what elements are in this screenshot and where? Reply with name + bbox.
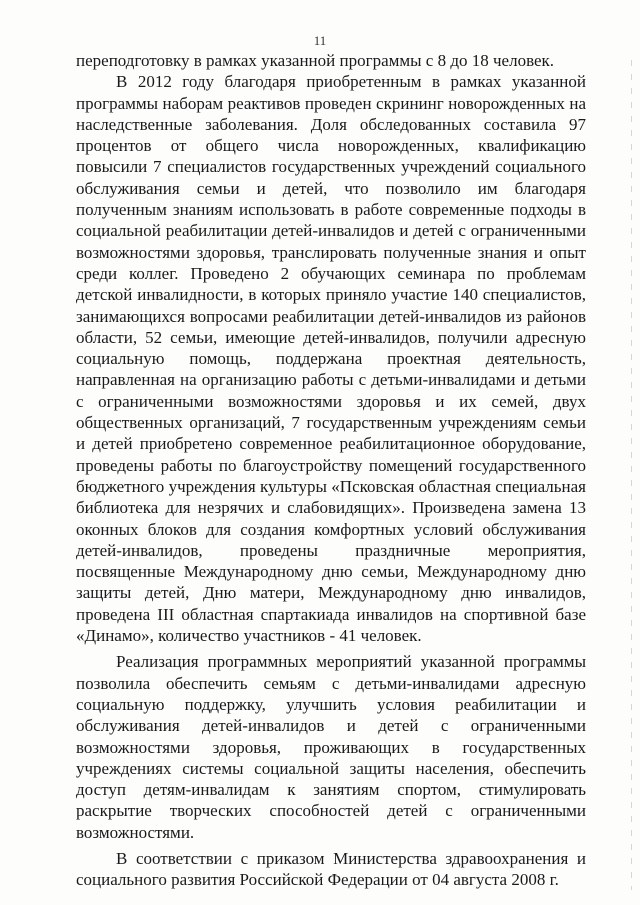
paragraph-continuation: переподготовку в рамках указанной программы с 8 до 18 человек. bbox=[76, 51, 555, 70]
paragraph-results: Реализация программных мероприятий указанной программы позволила обеспечить семьям с детьми-инвалидами адресную социальную поддержку, улучшить условия реабилитации и обслуживания детей-инвалидов и детей с ограниченными возможностями здоровья, проживающих в государственных учреждениях системы социальной защиты населения, обеспечить доступ детям-инвалидам к занятиям спортом, стимулировать раскрытие творческих способностей детей с ограниченными возможностями. bbox=[76, 652, 586, 842]
page-number: 11 bbox=[313, 33, 327, 48]
scan-edge bbox=[631, 60, 632, 890]
paragraph-order: В соответствии с приказом Министерства здравоохранения и социального развития Российской Федерации от 04 августа 2008 г. bbox=[76, 848, 586, 890]
paragraph-screening: В 2012 году благодаря приобретенным в рамках указанной программы наборам реактивов проведен скрининг новорожденных на наследственные заболевания. Доля обследованных составила 97 процентов от общего числа новорожденных, квалификацию повысили 7 специалистов государственных учреждений социального обслуживания семьи и детей, что позволило им благодаря полученным знаниям использовать в работе современные подходы в социальной реабилитации детей-инвалидов и детей с ограниченными возможностями здоровья, транслировать полученные знания и опыт среди коллег. Проведено 2 обучающих семинара по проблемам детской инвалидности, в которых приняло участие 140 специалистов, занимающихся вопросами реабилитации детей-инвалидов из районов области, 52 семьи, имеющие детей-инвалидов, получили адресную социальную помощь, поддержана проектная деятельность, направленная на организацию работы с детьми-инвалидами и детьми с ограниченными возможностями здоровья и их семей, двух общественных организаций, 7 государственным учреждениям семьи и детей приобретено современное реабилитационное оборудование, проведены работы по благоустройству помещений государственного бюджетного учреждения культуры «Псковская областная специальная библиотека для незрячих и слабовидящих». Произведена замена 13 оконных блоков для создания комфортных условий обслуживания детей-инвалидов, проведены праздничные мероприятия, посвященные Международному дню семьи, Международному дню защиты детей, Дню матери, Международному дню инвалидов, проведена III областная спартакиада инвалидов на спортивной базе «Динамо», количество участников - 41 человек. bbox=[76, 72, 586, 646]
body-text bbox=[76, 50, 586, 891]
